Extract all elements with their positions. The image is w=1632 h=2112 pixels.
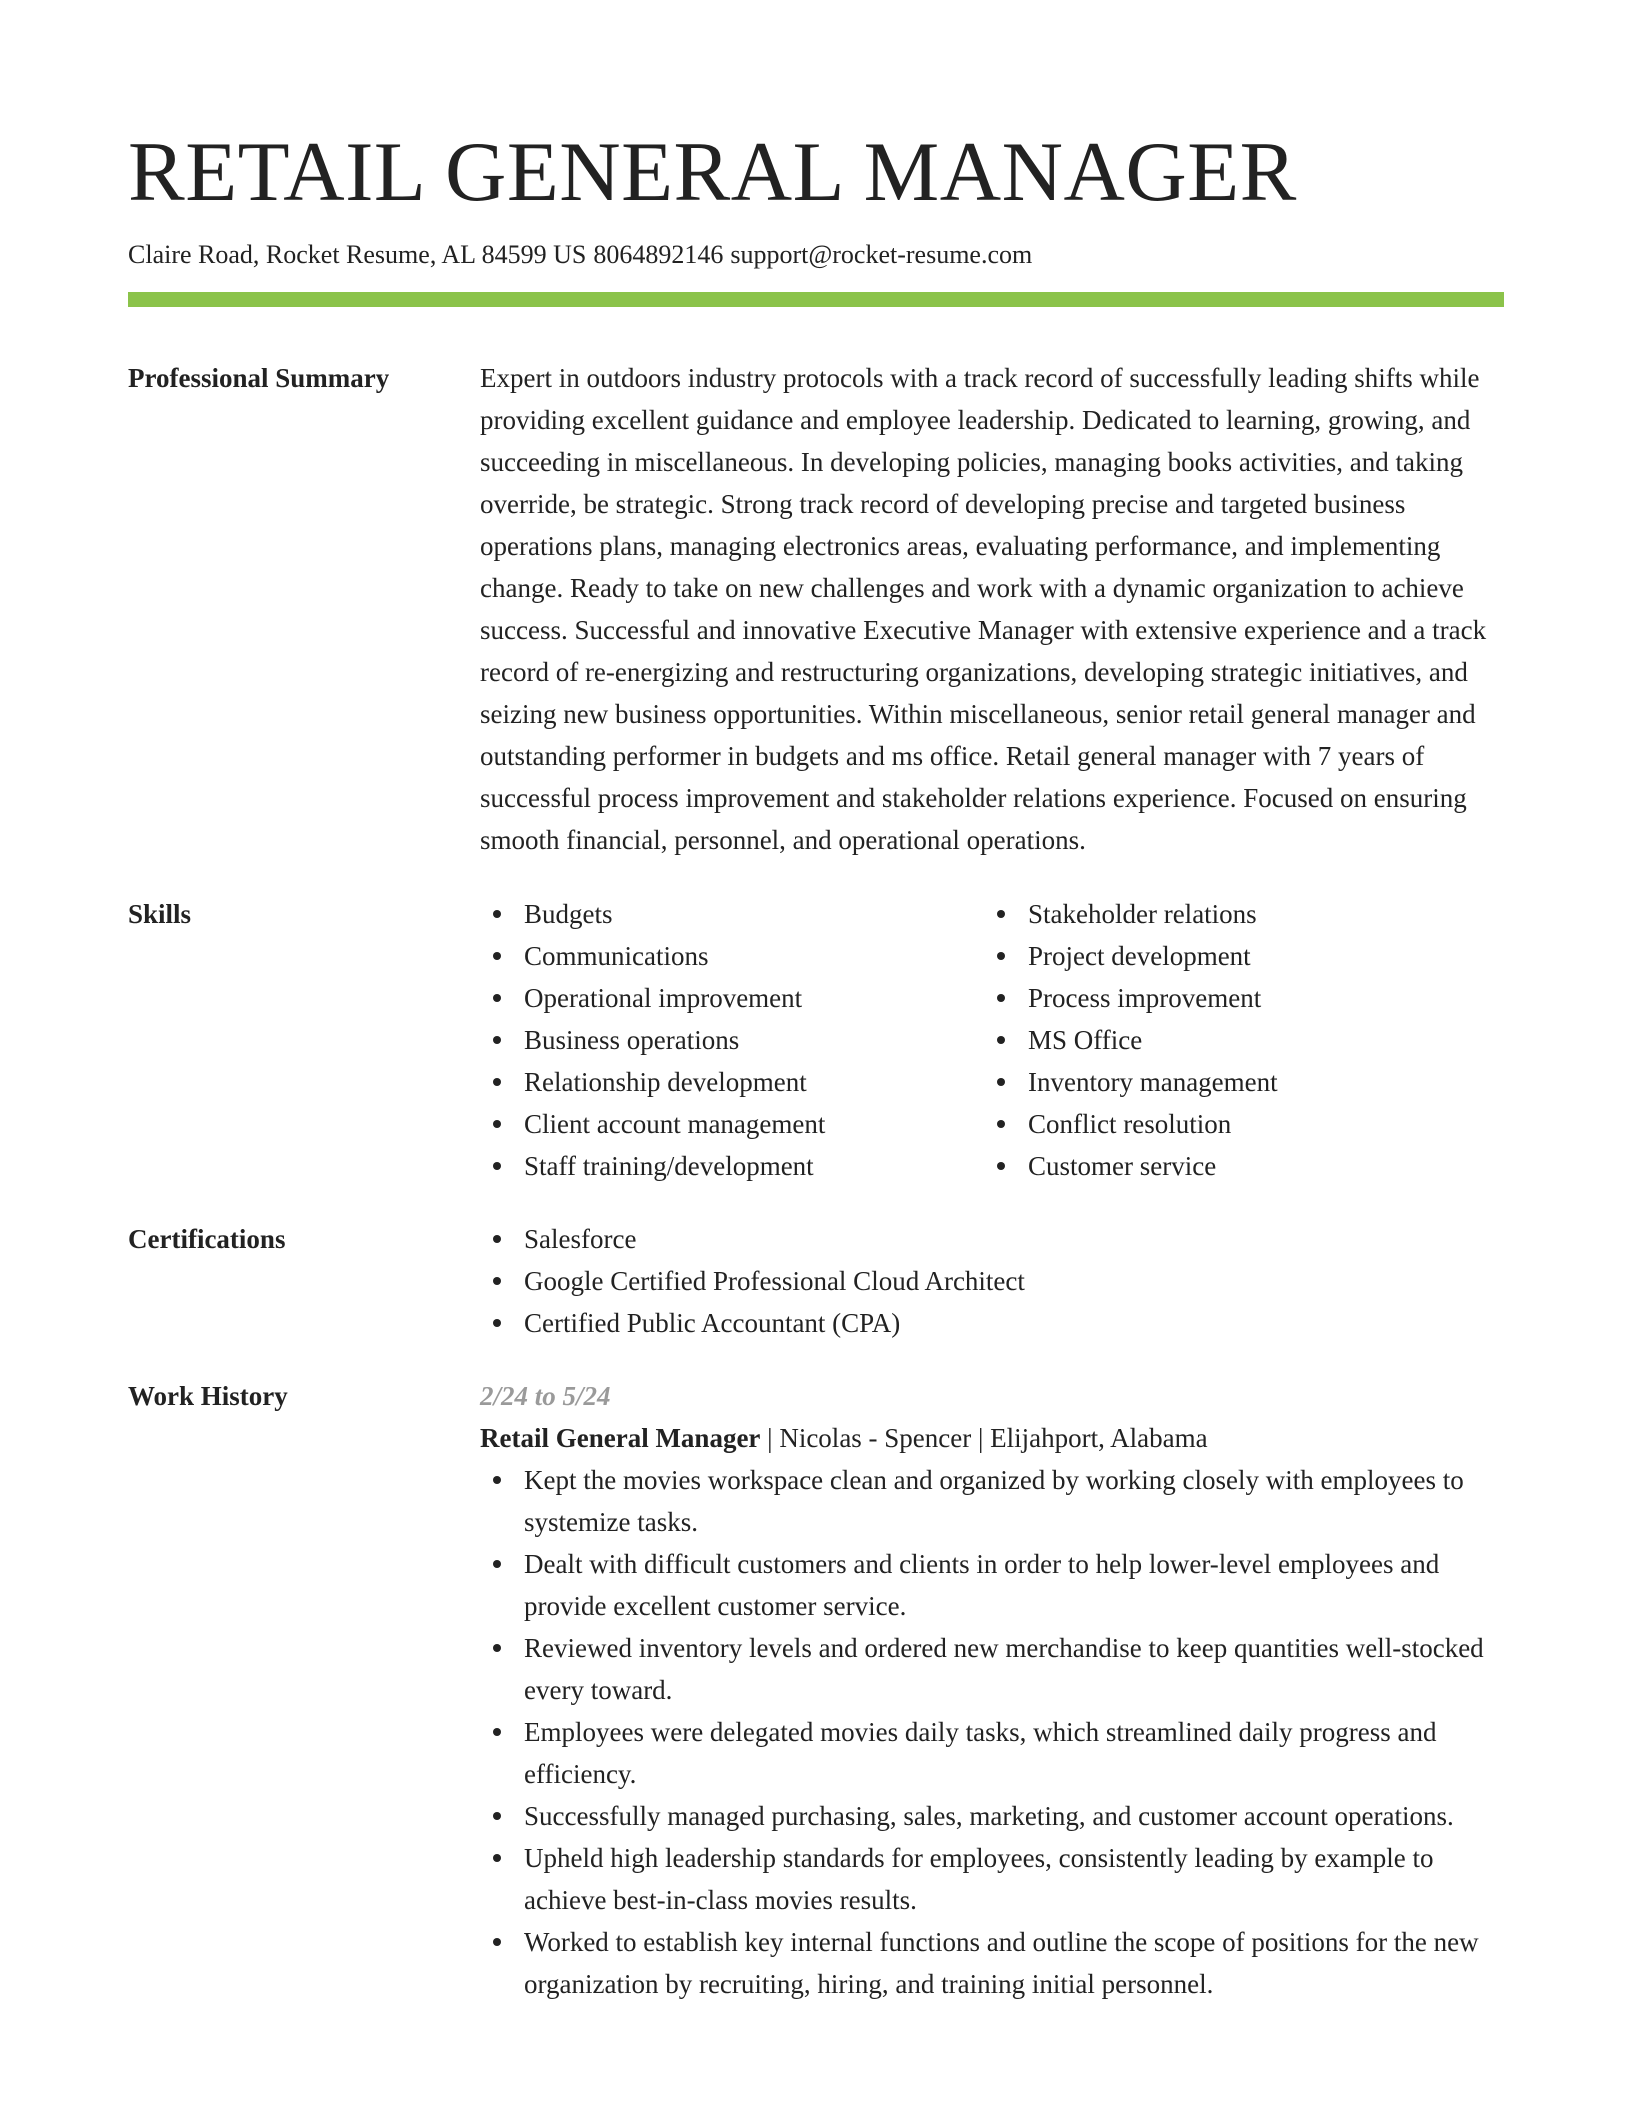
skill-item: Inventory management [984,1061,1488,1103]
section-title-work-history: Work History [128,1381,288,1411]
skills-body [480,893,1504,1187]
summary-text: Expert in outdoors industry protocols with a track record of successfully leading shifts while providing excellent guidance and employee leadership. Dedicated to learning, growing, and succeeding in miscellaneous. In developing policies, managing books activities, and taking override, be strategic. Strong track record of developing precise and targeted business operations plans, managing electronics areas, evaluating performance, and implementing change. Ready to take on new challenges and work with a dynamic organization to achieve success. Successful and innovative Executive Manager with extensive experience and a track record of re-energizing and restructuring organizations, developing strategic initiatives, and seizing new business opportunities. Within miscellaneous, senior retail general manager and outstanding performer in budgets and ms office. Retail general manager with 7 years of successful process improvement and stakeholder relations experience. Focused on ensuring smooth financial, personnel, and operational operations. [480,363,1487,855]
job-duty-item: Upheld high leadership standards for employees, consistently leading by example to achieve best-in-class movies results. [480,1837,1504,1921]
job-duty-item: Worked to establish key internal functions and outline the scope of positions for the new organization by recruiting, hiring, and training initial personnel. [480,1921,1504,2005]
contact-phone: 8064892146 [593,240,724,269]
section-title-skills: Skills [128,899,192,929]
skills-columns [480,893,1504,1187]
certification-item: Salesforce [480,1218,1504,1260]
section-title-certifications: Certifications [128,1224,286,1254]
work-history-body [480,1375,1504,2005]
job-duty-item: Employees were delegated movies daily tasks, which streamlined daily progress and efficiency. [480,1711,1504,1795]
summary-section [128,357,1504,861]
job-heading [480,1417,1504,1459]
contact-email: support@rocket-resume.com [730,240,1033,269]
job-title: Retail General Manager [480,1423,761,1453]
certification-item: Certified Public Accountant (CPA) [480,1302,1504,1344]
skill-item: Process improvement [984,977,1488,1019]
job-duties-list [480,1459,1504,2005]
certification-item: Google Certified Professional Cloud Architect [480,1260,1504,1302]
job-company-location: | Nicolas - Spencer | Elijahport, Alabama [760,1423,1208,1453]
skill-item: Customer service [984,1145,1488,1187]
resume-page [128,0,1504,2005]
skill-item: Project development [984,935,1488,977]
contact-line [128,238,1504,272]
skill-item: Conflict resolution [984,1103,1488,1145]
job-duty-item: Reviewed inventory levels and ordered new merchandise to keep quantities well-stocked every toward. [480,1627,1504,1711]
skill-item: Communications [480,935,984,977]
contact-address: Claire Road, Rocket Resume, AL 84599 US [128,240,587,269]
skill-item: Operational improvement [480,977,984,1019]
skill-item: MS Office [984,1019,1488,1061]
job-entry [480,1375,1504,2005]
skills-list-left [480,893,984,1187]
skill-item: Relationship development [480,1061,984,1103]
skill-item: Client account management [480,1103,984,1145]
certifications-list [480,1218,1504,1344]
work-history-section [128,1375,1504,2005]
job-duty-item: Dealt with difficult customers and clients in order to help lower-level employees and provide excellent customer service. [480,1543,1504,1627]
certifications-section [128,1218,1504,1344]
job-dates: 2/24 to 5/24 [480,1381,611,1411]
certifications-body [480,1218,1504,1344]
skill-item: Business operations [480,1019,984,1061]
summary-body [480,357,1504,861]
skills-list-right [984,893,1488,1187]
skill-item: Stakeholder relations [984,893,1488,935]
section-title-summary: Professional Summary [128,363,390,393]
job-duty-item: Successfully managed purchasing, sales, marketing, and customer account operations. [480,1795,1504,1837]
candidate-title: RETAIL GENERAL MANAGER [128,125,1297,219]
skill-item: Staff training/development [480,1145,984,1187]
skill-item: Budgets [480,893,984,935]
header-divider [128,292,1504,307]
job-duty-item: Kept the movies workspace clean and organized by working closely with employees to systemize tasks. [480,1459,1504,1543]
skills-section [128,893,1504,1187]
